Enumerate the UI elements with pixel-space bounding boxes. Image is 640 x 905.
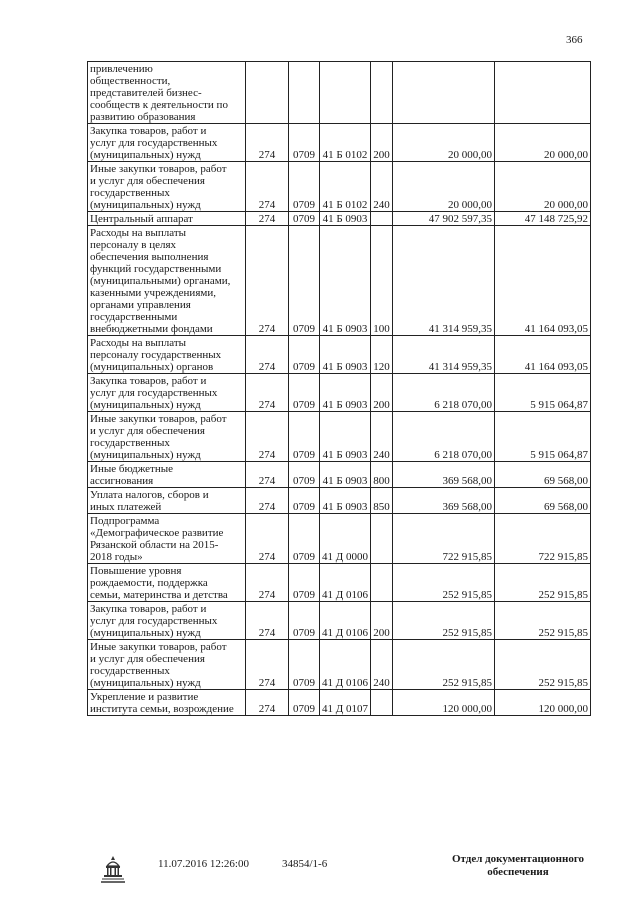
expense-type-cell xyxy=(371,62,393,124)
footer-date: 11.07.2016 12:26:00 xyxy=(158,858,249,870)
item-name-cell xyxy=(88,226,246,336)
table-row xyxy=(88,336,591,374)
item-name-line: государственных xyxy=(90,437,170,449)
amount-planned-cell: 369 568,00 xyxy=(393,462,495,488)
target-article-cell: 41 Д 0106 xyxy=(320,602,371,640)
target-article-cell: 41 Б 0903 xyxy=(320,226,371,336)
item-name-cell xyxy=(88,488,246,514)
section-code-cell: 0709 xyxy=(289,488,320,514)
expense-type-cell xyxy=(371,514,393,564)
amount-planned-cell: 252 915,85 xyxy=(393,564,495,602)
amount-executed-cell: 252 915,85 xyxy=(495,602,591,640)
item-name-cell xyxy=(88,514,246,564)
item-name-cell xyxy=(88,564,246,602)
item-name-cell xyxy=(88,62,246,124)
item-name-line: (муниципальных) нужд xyxy=(90,399,201,411)
expense-type-cell: 240 xyxy=(371,412,393,462)
item-name-cell xyxy=(88,602,246,640)
admin-code-cell: 274 xyxy=(246,162,289,212)
item-name-cell xyxy=(88,374,246,412)
item-name-cell xyxy=(88,336,246,374)
table-row xyxy=(88,602,591,640)
expense-type-cell: 100 xyxy=(371,226,393,336)
item-name-line: и услуг для обеспечения xyxy=(90,653,205,665)
expense-type-cell xyxy=(371,690,393,716)
item-name-cell xyxy=(88,462,246,488)
table-row xyxy=(88,640,591,690)
item-name-line: государственных xyxy=(90,665,170,677)
item-name-line: (муниципальных) нужд xyxy=(90,149,201,161)
amount-planned-cell: 41 314 959,35 xyxy=(393,336,495,374)
item-name-line: развитию образования xyxy=(90,111,196,123)
item-name-line: сообществ к деятельности по xyxy=(90,99,228,111)
item-name-line: Подпрограмма xyxy=(90,515,160,527)
amount-executed-cell: 41 164 093,05 xyxy=(495,226,591,336)
expense-type-cell: 200 xyxy=(371,602,393,640)
table-row xyxy=(88,374,591,412)
item-name-line: представителей бизнес- xyxy=(90,87,202,99)
expense-type-cell: 850 xyxy=(371,488,393,514)
admin-code-cell: 274 xyxy=(246,564,289,602)
section-code-cell: 0709 xyxy=(289,462,320,488)
admin-code-cell: 274 xyxy=(246,412,289,462)
admin-code-cell: 274 xyxy=(246,462,289,488)
target-article-cell: 41 Б 0102 xyxy=(320,124,371,162)
item-name-line: функций государственными xyxy=(90,263,222,275)
section-code-cell: 0709 xyxy=(289,602,320,640)
section-code-cell: 0709 xyxy=(289,412,320,462)
item-name-line: услуг для государственных xyxy=(90,615,218,627)
amount-executed-cell: 47 148 725,92 xyxy=(495,212,591,226)
amount-planned-cell xyxy=(393,62,495,124)
item-name-line: рождаемости, поддержка xyxy=(90,577,208,589)
item-name-line: Закупка товаров, работ и xyxy=(90,125,207,137)
item-name-line: Закупка товаров, работ и xyxy=(90,375,207,387)
target-article-cell: 41 Б 0903 xyxy=(320,374,371,412)
item-name-cell xyxy=(88,124,246,162)
table-row xyxy=(88,564,591,602)
item-name-line: казенными учреждениями, xyxy=(90,287,216,299)
admin-code-cell: 274 xyxy=(246,226,289,336)
expense-type-cell xyxy=(371,564,393,602)
item-name-line: иных платежей xyxy=(90,501,162,513)
expense-type-cell xyxy=(371,212,393,226)
amount-planned-cell: 120 000,00 xyxy=(393,690,495,716)
admin-code-cell: 274 xyxy=(246,640,289,690)
item-name-cell xyxy=(88,412,246,462)
table-row xyxy=(88,412,591,462)
item-name-line: Повышение уровня xyxy=(90,565,182,577)
amount-planned-cell: 252 915,85 xyxy=(393,640,495,690)
target-article-cell: 41 Б 0903 xyxy=(320,462,371,488)
expense-type-cell: 120 xyxy=(371,336,393,374)
target-article-cell: 41 Б 0903 xyxy=(320,336,371,374)
item-name-cell xyxy=(88,162,246,212)
item-name-line: «Демографическое развитие xyxy=(90,527,224,539)
table-row xyxy=(88,124,591,162)
item-name-line: Закупка товаров, работ и xyxy=(90,603,207,615)
admin-code-cell: 274 xyxy=(246,124,289,162)
item-name-line: привлечению xyxy=(90,63,153,75)
admin-code-cell: 274 xyxy=(246,690,289,716)
footer-doc-code: 34854/1-6 xyxy=(282,858,328,870)
amount-executed-cell: 20 000,00 xyxy=(495,124,591,162)
item-name-line: Иные закупки товаров, работ xyxy=(90,163,227,175)
expense-type-cell: 240 xyxy=(371,640,393,690)
amount-executed-cell: 120 000,00 xyxy=(495,690,591,716)
amount-executed-cell xyxy=(495,62,591,124)
item-name-line: 2018 годы» xyxy=(90,551,143,563)
section-code-cell: 0709 xyxy=(289,690,320,716)
admin-code-cell: 274 xyxy=(246,374,289,412)
item-name-line: услуг для государственных xyxy=(90,387,218,399)
target-article-cell: 41 Б 0903 xyxy=(320,412,371,462)
target-article-cell: 41 Б 0102 xyxy=(320,162,371,212)
expense-type-cell: 800 xyxy=(371,462,393,488)
section-code-cell: 0709 xyxy=(289,162,320,212)
admin-code-cell: 274 xyxy=(246,488,289,514)
page-footer xyxy=(0,848,640,898)
section-code-cell: 0709 xyxy=(289,514,320,564)
target-article-cell xyxy=(320,62,371,124)
target-article-cell: 41 Д 0107 xyxy=(320,690,371,716)
item-name-line: персоналу государственных xyxy=(90,349,222,361)
item-name-line: (муниципальных) нужд xyxy=(90,449,201,461)
item-name-line: ассигнования xyxy=(90,475,154,487)
item-name-line: Расходы на выплаты xyxy=(90,227,187,239)
table-row xyxy=(88,212,591,226)
table-row xyxy=(88,690,591,716)
item-name-cell xyxy=(88,212,246,226)
item-name-line: Иные закупки товаров, работ xyxy=(90,641,227,653)
expense-type-cell: 200 xyxy=(371,374,393,412)
item-name-line: и услуг для обеспечения xyxy=(90,425,205,437)
amount-executed-cell: 41 164 093,05 xyxy=(495,336,591,374)
department-line-2: обеспечения xyxy=(487,866,549,878)
admin-code-cell xyxy=(246,62,289,124)
item-name-line: внебюджетными фондами xyxy=(90,323,213,335)
amount-executed-cell: 5 915 064,87 xyxy=(495,374,591,412)
table-row xyxy=(88,514,591,564)
amount-planned-cell: 6 218 070,00 xyxy=(393,374,495,412)
table-row xyxy=(88,488,591,514)
section-code-cell xyxy=(289,62,320,124)
table-row xyxy=(88,226,591,336)
amount-planned-cell: 252 915,85 xyxy=(393,602,495,640)
section-code-cell: 0709 xyxy=(289,640,320,690)
section-code-cell: 0709 xyxy=(289,212,320,226)
target-article-cell: 41 Б 0903 xyxy=(320,488,371,514)
amount-executed-cell: 69 568,00 xyxy=(495,488,591,514)
amount-executed-cell: 252 915,85 xyxy=(495,564,591,602)
target-article-cell: 41 Д 0106 xyxy=(320,564,371,602)
admin-code-cell: 274 xyxy=(246,212,289,226)
duma-logo-icon xyxy=(98,854,128,884)
expense-type-cell: 240 xyxy=(371,162,393,212)
admin-code-cell: 274 xyxy=(246,336,289,374)
department-line-1: Отдел документационного xyxy=(451,853,585,865)
target-article-cell: 41 Д 0106 xyxy=(320,640,371,690)
budget-table-body xyxy=(88,62,591,716)
item-name-cell xyxy=(88,640,246,690)
item-name-line: института семьи, возрождение xyxy=(90,703,234,715)
amount-planned-cell: 722 915,85 xyxy=(393,514,495,564)
item-name-line: семьи, материнства и детства xyxy=(90,589,228,601)
amount-executed-cell: 20 000,00 xyxy=(495,162,591,212)
target-article-cell: 41 Б 0903 xyxy=(320,212,371,226)
item-name-line: органами управления xyxy=(90,299,191,311)
admin-code-cell: 274 xyxy=(246,602,289,640)
item-name-line: (муниципальных) нужд xyxy=(90,199,201,211)
table-row xyxy=(88,162,591,212)
item-name-line: Укрепление и развитие xyxy=(90,691,199,703)
amount-planned-cell: 369 568,00 xyxy=(393,488,495,514)
section-code-cell: 0709 xyxy=(289,564,320,602)
amount-planned-cell: 20 000,00 xyxy=(393,162,495,212)
department-stamp xyxy=(448,853,588,879)
item-name-line: Иные бюджетные xyxy=(90,463,174,475)
budget-table xyxy=(87,61,591,716)
item-name-line: услуг для государственных xyxy=(90,137,218,149)
item-name-line: Центральный аппарат xyxy=(90,213,193,225)
table-row xyxy=(88,462,591,488)
amount-executed-cell: 5 915 064,87 xyxy=(495,412,591,462)
item-name-line: Уплата налогов, сборов и xyxy=(90,489,209,501)
section-code-cell: 0709 xyxy=(289,374,320,412)
target-article-cell: 41 Д 0000 xyxy=(320,514,371,564)
table-row xyxy=(88,62,591,124)
amount-planned-cell: 20 000,00 xyxy=(393,124,495,162)
section-code-cell: 0709 xyxy=(289,336,320,374)
item-name-line: государственных xyxy=(90,187,170,199)
section-code-cell: 0709 xyxy=(289,124,320,162)
item-name-line: государственными xyxy=(90,311,178,323)
item-name-line: персоналу в целях xyxy=(90,239,177,251)
item-name-line: обеспечения выполнения xyxy=(90,251,209,263)
page-number: 366 xyxy=(566,34,583,46)
amount-executed-cell: 722 915,85 xyxy=(495,514,591,564)
item-name-line: (муниципальных) нужд xyxy=(90,677,201,689)
expense-type-cell: 200 xyxy=(371,124,393,162)
section-code-cell: 0709 xyxy=(289,226,320,336)
item-name-line: Иные закупки товаров, работ xyxy=(90,413,227,425)
amount-planned-cell: 47 902 597,35 xyxy=(393,212,495,226)
amount-executed-cell: 69 568,00 xyxy=(495,462,591,488)
item-name-line: (муниципальных) органов xyxy=(90,361,214,373)
item-name-line: Рязанской области на 2015- xyxy=(90,539,219,551)
amount-executed-cell: 252 915,85 xyxy=(495,640,591,690)
admin-code-cell: 274 xyxy=(246,514,289,564)
item-name-line: Расходы на выплаты xyxy=(90,337,187,349)
item-name-cell xyxy=(88,690,246,716)
item-name-line: (муниципальными) органами, xyxy=(90,275,231,287)
item-name-line: общественности, xyxy=(90,75,171,87)
amount-planned-cell: 41 314 959,35 xyxy=(393,226,495,336)
item-name-line: (муниципальных) нужд xyxy=(90,627,201,639)
item-name-line: и услуг для обеспечения xyxy=(90,175,205,187)
amount-planned-cell: 6 218 070,00 xyxy=(393,412,495,462)
